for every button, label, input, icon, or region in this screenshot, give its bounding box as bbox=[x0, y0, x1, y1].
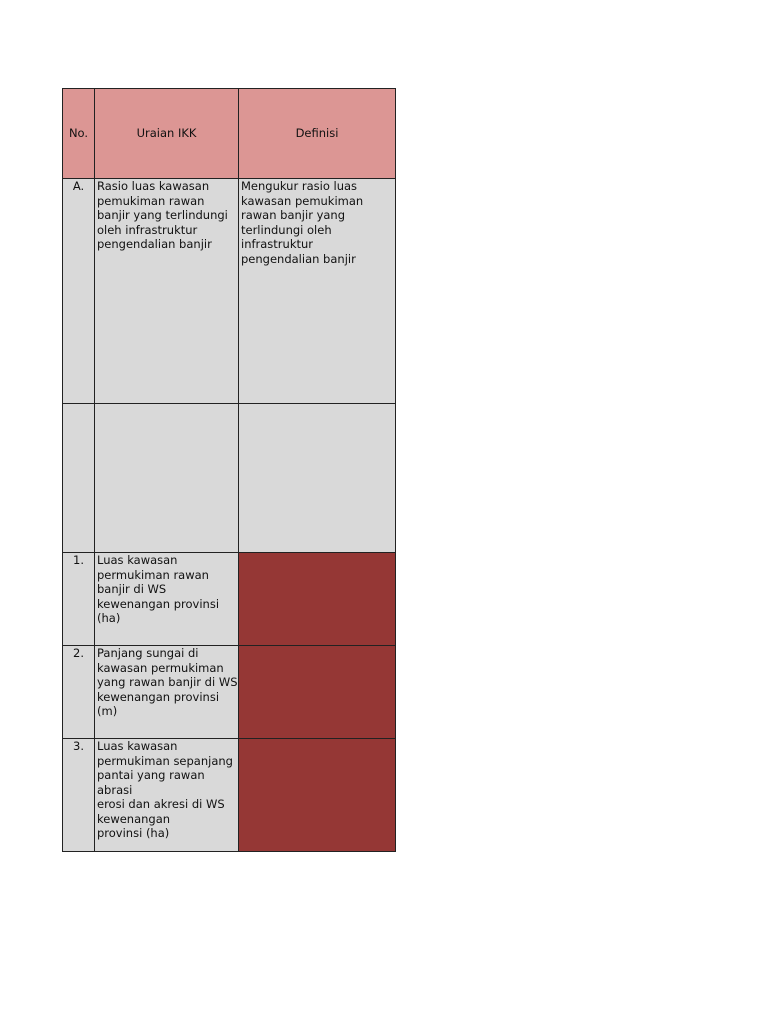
table-row bbox=[63, 646, 396, 739]
row-no: 3. bbox=[63, 739, 95, 852]
row-no: A. bbox=[63, 179, 95, 404]
row-definisi-filled bbox=[239, 739, 396, 852]
row-uraian: Luas kawasan permukiman rawan banjir di WS kewenangan provinsi (ha) bbox=[95, 553, 239, 646]
table-row bbox=[63, 404, 396, 553]
row-definisi bbox=[239, 404, 396, 553]
row-no: 1. bbox=[63, 553, 95, 646]
row-uraian: Panjang sungai di kawasan permukiman yang rawan banjir di WS kewenangan provinsi (m) bbox=[95, 646, 239, 739]
row-no bbox=[63, 404, 95, 553]
row-definisi-filled bbox=[239, 646, 396, 739]
header-definisi: Definisi bbox=[239, 89, 396, 179]
row-uraian: Luas kawasan permukiman sepanjang pantai yang rawan abrasi erosi dan akresi di WS kewenangan provinsi (ha) bbox=[95, 739, 239, 852]
row-uraian: Rasio luas kawasan pemukiman rawan banjir yang terlindungi oleh infrastruktur pengendalian banjir bbox=[95, 179, 239, 404]
ikk-table bbox=[62, 88, 396, 852]
row-no: 2. bbox=[63, 646, 95, 739]
table-header-row bbox=[63, 89, 396, 179]
header-uraian: Uraian IKK bbox=[95, 89, 239, 179]
table-row bbox=[63, 179, 396, 404]
table-row bbox=[63, 739, 396, 852]
table-row bbox=[63, 553, 396, 646]
row-definisi: Mengukur rasio luas kawasan pemukiman rawan banjir yang terlindungi oleh infrastruktur pengendalian banjir bbox=[239, 179, 396, 404]
header-no: No. bbox=[63, 89, 95, 179]
row-uraian bbox=[95, 404, 239, 553]
row-definisi-filled bbox=[239, 553, 396, 646]
